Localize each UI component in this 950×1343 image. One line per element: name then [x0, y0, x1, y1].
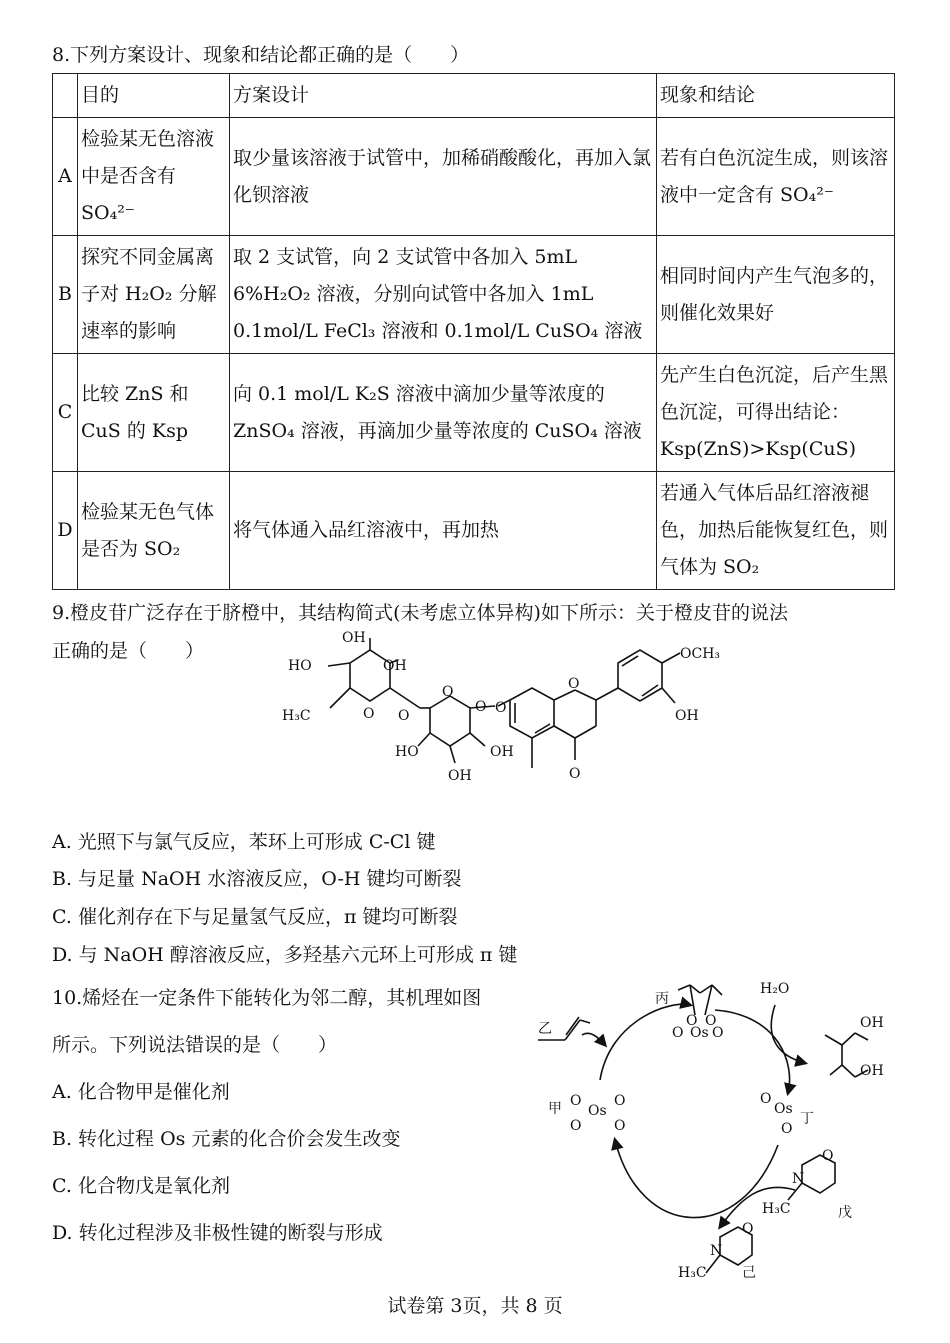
ring-o-label: O — [475, 699, 487, 715]
jia-label: 甲 — [548, 1101, 562, 1117]
yi-label: 乙 — [538, 1021, 552, 1037]
q10-title-line1: 10.烯烃在一定条件下能转化为邻二醇，其机理如图 — [52, 987, 482, 1009]
o-label: O — [705, 1013, 717, 1029]
os-label: Os — [774, 1101, 793, 1117]
h3c-label: H₃C — [762, 1201, 791, 1217]
q10-option-a: A. 化合物甲是催化剂 — [52, 1081, 230, 1103]
row-result: 若通入气体后品红溶液褪色，加热后能恢复红色，则气体为 SO₂ — [657, 472, 895, 590]
q10-option-c: C. 化合物戊是氧化剂 — [52, 1175, 230, 1197]
oh-label: OH — [342, 630, 366, 646]
wu-label: 戊 — [838, 1205, 852, 1221]
table-row — [53, 354, 895, 472]
table-row — [53, 118, 895, 236]
q10-option-b: B. 转化过程 Os 元素的化合价会发生改变 — [52, 1128, 401, 1150]
o-label: O — [686, 1013, 698, 1029]
q9-option-d: D. 与 NaOH 醇溶液反应，多羟基六元环上可形成 π 键 — [52, 944, 518, 966]
hesperidin-structure — [270, 628, 740, 798]
header-result: 现象和结论 — [657, 74, 895, 118]
row-option-label: C — [53, 354, 78, 472]
q10-mechanism-cycle — [530, 975, 900, 1285]
q9-option-b: B. 与足量 NaOH 水溶液反应，O-H 键均可断裂 — [52, 868, 462, 890]
ring-o-label: O — [568, 676, 580, 692]
n-label: N — [710, 1243, 723, 1259]
os-label: Os — [690, 1025, 709, 1041]
q9-option-a: A. 光照下与氯气反应，苯环上可形成 C-Cl 键 — [52, 831, 436, 853]
o-label: O — [614, 1118, 626, 1134]
q10-option-d: D. 转化过程涉及非极性键的断裂与形成 — [52, 1222, 383, 1244]
q8-title: 8.下列方案设计、现象和结论都正确的是（ ） — [52, 44, 470, 66]
h3c-label: H₃C — [282, 708, 311, 724]
o-label: O — [570, 1093, 582, 1109]
row-purpose: 检验某无色气体是否为 SO₂ — [78, 472, 230, 590]
water-label: H₂O — [760, 981, 790, 997]
bing-label: 丙 — [655, 991, 669, 1007]
row-result: 先产生白色沉淀，后产生黑色沉淀，可得出结论：Ksp(ZnS)>Ksp(CuS) — [657, 354, 895, 472]
page-footer: 试卷第 3页，共 8 页 — [387, 1295, 563, 1317]
oh-label: OH — [860, 1063, 884, 1079]
oh-label: OH — [448, 768, 472, 784]
header-blank — [53, 74, 78, 118]
row-purpose: 检验某无色溶液中是否含有SO₄²⁻ — [78, 118, 230, 236]
n-label: N — [792, 1171, 805, 1187]
o-label: O — [742, 1221, 754, 1237]
row-purpose: 探究不同金属离子对 H₂O₂ 分解速率的影响 — [78, 236, 230, 354]
o-label: O — [822, 1148, 834, 1164]
o-label: O — [760, 1091, 772, 1107]
q9-option-c: C. 催化剂存在下与足量氢气反应，π 键均可断裂 — [52, 906, 458, 928]
row-purpose: 比较 ZnS 和 CuS 的 Ksp — [78, 354, 230, 472]
ho-label: HO — [288, 658, 312, 674]
ring-o-label: O — [495, 700, 507, 716]
q8-table — [52, 73, 895, 590]
o-label: O — [781, 1121, 793, 1137]
oh-label: OH — [383, 658, 407, 674]
o-label: O — [712, 1025, 724, 1041]
q9-title-line1: 9.橙皮苷广泛存在于脐橙中，其结构简式(未考虑立体异构)如下所示：关于橙皮苷的说法 — [52, 602, 788, 624]
ring-o-label: O — [398, 708, 410, 724]
ketone-o-label: O — [569, 766, 581, 782]
q10-title-line2: 所示。下列说法错误的是（ ） — [52, 1034, 338, 1056]
q9-title-line2: 正确的是（ ） — [52, 640, 205, 662]
row-design: 将气体通入品红溶液中，再加热 — [230, 472, 657, 590]
row-option-label: B — [53, 236, 78, 354]
row-result: 若有白色沉淀生成，则该溶液中一定含有 SO₄²⁻ — [657, 118, 895, 236]
header-purpose: 目的 — [78, 74, 230, 118]
ring-o-label: O — [363, 706, 375, 722]
o-label: O — [672, 1025, 684, 1041]
os-label: Os — [588, 1103, 607, 1119]
oh-label: OH — [490, 744, 514, 760]
och3-label: OCH₃ — [680, 646, 721, 662]
ji-label: 己 — [742, 1265, 756, 1281]
row-design: 向 0.1 mol/L K₂S 溶液中滴加少量等浓度的 ZnSO₄ 溶液，再滴加少量等浓度的 CuSO₄ 溶液 — [230, 354, 657, 472]
row-option-label: D — [53, 472, 78, 590]
row-result: 相同时间内产生气泡多的，则催化效果好 — [657, 236, 895, 354]
table-row — [53, 236, 895, 354]
ding-label: 丁 — [800, 1111, 814, 1127]
row-design: 取 2 支试管，向 2 支试管中各加入 5mL 6%H₂O₂ 溶液，分别向试管中各加入 1mL 0.1mol/L FeCl₃ 溶液和 0.1mol/L CuSO₄ 溶液 — [230, 236, 657, 354]
o-label: O — [614, 1093, 626, 1109]
o-label: O — [570, 1118, 582, 1134]
h3c-label: H₃C — [678, 1265, 707, 1281]
oh-label: OH — [675, 708, 699, 724]
table-row — [53, 472, 895, 590]
ho-label: HO — [395, 744, 419, 760]
ring-o-label: O — [442, 684, 454, 700]
row-option-label: A — [53, 118, 78, 236]
oh-label: OH — [860, 1015, 884, 1031]
header-design: 方案设计 — [230, 74, 657, 118]
row-design: 取少量该溶液于试管中，加稀硝酸酸化，再加入氯化钡溶液 — [230, 118, 657, 236]
table-header-row — [53, 74, 895, 118]
